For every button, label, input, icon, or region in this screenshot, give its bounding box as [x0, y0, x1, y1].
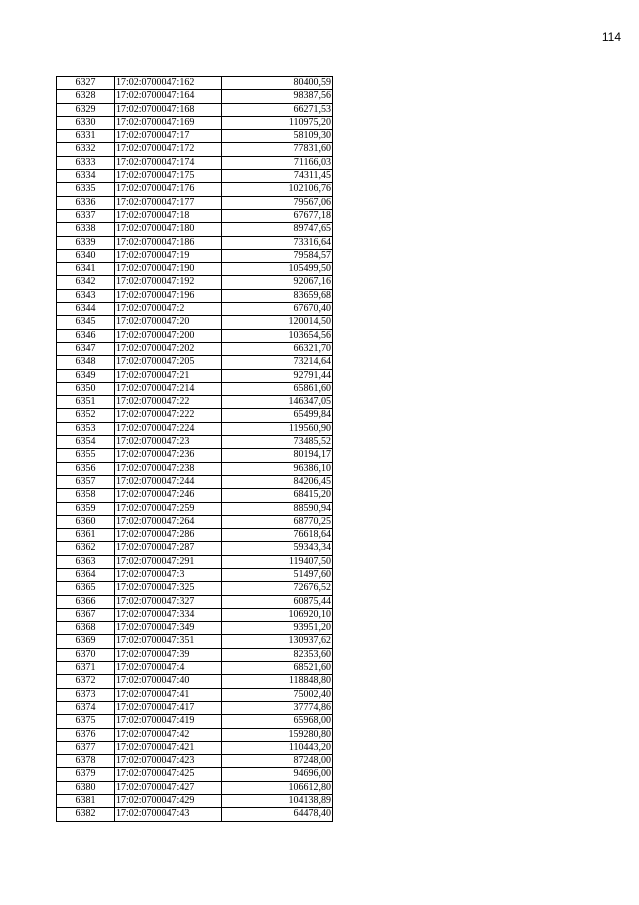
cadastral-value: 119560,90 [222, 422, 333, 435]
cadastral-value: 73214,64 [222, 356, 333, 369]
cadastral-value: 84206,45 [222, 475, 333, 488]
row-number: 6378 [57, 755, 115, 768]
cadastral-value: 159280,80 [222, 728, 333, 741]
table-row [57, 116, 333, 129]
row-number: 6363 [57, 555, 115, 568]
table-row [57, 263, 333, 276]
table-row [57, 741, 333, 754]
cadastral-value: 104138,89 [222, 795, 333, 808]
cadastral-number: 17:02:0700047:23 [115, 436, 222, 449]
cadastral-value: 92067,16 [222, 276, 333, 289]
cadastral-number: 17:02:0700047:168 [115, 103, 222, 116]
cadastral-number: 17:02:0700047:40 [115, 675, 222, 688]
cadastral-number: 17:02:0700047:291 [115, 555, 222, 568]
table-row [57, 196, 333, 209]
cadastral-value: 83659,68 [222, 289, 333, 302]
cadastral-value: 120014,50 [222, 316, 333, 329]
table-row [57, 249, 333, 262]
cadastral-number: 17:02:0700047:22 [115, 396, 222, 409]
row-number: 6354 [57, 436, 115, 449]
cadastral-number: 17:02:0700047:192 [115, 276, 222, 289]
cadastral-number: 17:02:0700047:177 [115, 196, 222, 209]
cadastral-number: 17:02:0700047:20 [115, 316, 222, 329]
table-row [57, 648, 333, 661]
row-number: 6377 [57, 741, 115, 754]
table-row [57, 688, 333, 701]
cadastral-value: 94696,00 [222, 768, 333, 781]
cadastral-value: 92791,44 [222, 369, 333, 382]
cadastral-value: 106612,80 [222, 781, 333, 794]
table-row [57, 103, 333, 116]
cadastral-number: 17:02:0700047:351 [115, 635, 222, 648]
cadastral-number: 17:02:0700047:42 [115, 728, 222, 741]
cadastral-number: 17:02:0700047:172 [115, 143, 222, 156]
row-number: 6369 [57, 635, 115, 648]
row-number: 6334 [57, 170, 115, 183]
cadastral-number: 17:02:0700047:39 [115, 648, 222, 661]
row-number: 6335 [57, 183, 115, 196]
cadastral-value: 77831,60 [222, 143, 333, 156]
row-number: 6337 [57, 209, 115, 222]
table-row [57, 489, 333, 502]
row-number: 6357 [57, 475, 115, 488]
row-number: 6367 [57, 608, 115, 621]
cadastral-number: 17:02:0700047:244 [115, 475, 222, 488]
cadastral-value: 119407,50 [222, 555, 333, 568]
table-row [57, 515, 333, 528]
cadastral-number: 17:02:0700047:169 [115, 116, 222, 129]
row-number: 6370 [57, 648, 115, 661]
cadastral-number: 17:02:0700047:43 [115, 808, 222, 821]
cadastral-number: 17:02:0700047:427 [115, 781, 222, 794]
cadastral-number: 17:02:0700047:41 [115, 688, 222, 701]
cadastral-number: 17:02:0700047:175 [115, 170, 222, 183]
row-number: 6346 [57, 329, 115, 342]
row-number: 6380 [57, 781, 115, 794]
cadastral-value: 72676,52 [222, 582, 333, 595]
cadastral-value: 68415,20 [222, 489, 333, 502]
cadastral-value: 51497,60 [222, 568, 333, 581]
cadastral-value: 68770,25 [222, 515, 333, 528]
table-row [57, 462, 333, 475]
cadastral-value: 79584,57 [222, 249, 333, 262]
cadastral-number: 17:02:0700047:327 [115, 595, 222, 608]
cadastral-number: 17:02:0700047:246 [115, 489, 222, 502]
cadastral-value: 73316,64 [222, 236, 333, 249]
cadastral-value-table [56, 76, 333, 822]
table-row [57, 436, 333, 449]
row-number: 6361 [57, 529, 115, 542]
cadastral-value: 118848,80 [222, 675, 333, 688]
cadastral-number: 17:02:0700047:417 [115, 701, 222, 714]
cadastral-number: 17:02:0700047:423 [115, 755, 222, 768]
row-number: 6381 [57, 795, 115, 808]
cadastral-value: 103654,56 [222, 329, 333, 342]
cadastral-value: 67670,40 [222, 303, 333, 316]
cadastral-number: 17:02:0700047:259 [115, 502, 222, 515]
table-row [57, 449, 333, 462]
cadastral-value: 130937,62 [222, 635, 333, 648]
row-number: 6348 [57, 356, 115, 369]
cadastral-number: 17:02:0700047:202 [115, 342, 222, 355]
table-row [57, 781, 333, 794]
row-number: 6343 [57, 289, 115, 302]
row-number: 6359 [57, 502, 115, 515]
table-row [57, 728, 333, 741]
cadastral-number: 17:02:0700047:164 [115, 90, 222, 103]
table-row [57, 662, 333, 675]
cadastral-value: 89747,65 [222, 223, 333, 236]
cadastral-value: 65968,00 [222, 715, 333, 728]
row-number: 6328 [57, 90, 115, 103]
cadastral-value: 66271,53 [222, 103, 333, 116]
cadastral-value: 58109,30 [222, 130, 333, 143]
table-row [57, 90, 333, 103]
table-row [57, 409, 333, 422]
row-number: 6373 [57, 688, 115, 701]
row-number: 6333 [57, 156, 115, 169]
cadastral-number: 17:02:0700047:18 [115, 209, 222, 222]
cadastral-value: 93951,20 [222, 622, 333, 635]
cadastral-value: 75002,40 [222, 688, 333, 701]
cadastral-number: 17:02:0700047:3 [115, 568, 222, 581]
row-number: 6355 [57, 449, 115, 462]
cadastral-value: 76618,64 [222, 529, 333, 542]
cadastral-value: 71166,03 [222, 156, 333, 169]
table-row [57, 130, 333, 143]
table-row [57, 755, 333, 768]
table-row [57, 396, 333, 409]
table-row [57, 329, 333, 342]
cadastral-number: 17:02:0700047:205 [115, 356, 222, 369]
table-row [57, 303, 333, 316]
row-number: 6350 [57, 382, 115, 395]
row-number: 6345 [57, 316, 115, 329]
table-row [57, 608, 333, 621]
cadastral-number: 17:02:0700047:238 [115, 462, 222, 475]
cadastral-number: 17:02:0700047:21 [115, 369, 222, 382]
table-row [57, 382, 333, 395]
row-number: 6351 [57, 396, 115, 409]
table-row [57, 808, 333, 821]
table-row [57, 356, 333, 369]
cadastral-number: 17:02:0700047:190 [115, 263, 222, 276]
cadastral-number: 17:02:0700047:429 [115, 795, 222, 808]
cadastral-value: 79567,06 [222, 196, 333, 209]
row-number: 6365 [57, 582, 115, 595]
table-row [57, 316, 333, 329]
cadastral-value: 67677,18 [222, 209, 333, 222]
cadastral-value: 106920,10 [222, 608, 333, 621]
table-row [57, 475, 333, 488]
cadastral-value: 80194,17 [222, 449, 333, 462]
cadastral-number: 17:02:0700047:174 [115, 156, 222, 169]
cadastral-number: 17:02:0700047:2 [115, 303, 222, 316]
table-row [57, 223, 333, 236]
cadastral-value: 65499,84 [222, 409, 333, 422]
table-row [57, 422, 333, 435]
table-row [57, 768, 333, 781]
row-number: 6344 [57, 303, 115, 316]
row-number: 6362 [57, 542, 115, 555]
table-row [57, 502, 333, 515]
cadastral-number: 17:02:0700047:162 [115, 77, 222, 90]
cadastral-value: 68521,60 [222, 662, 333, 675]
row-number: 6366 [57, 595, 115, 608]
table-row [57, 622, 333, 635]
table-row [57, 156, 333, 169]
table-row [57, 209, 333, 222]
table-row [57, 369, 333, 382]
row-number: 6356 [57, 462, 115, 475]
cadastral-number: 17:02:0700047:349 [115, 622, 222, 635]
cadastral-number: 17:02:0700047:419 [115, 715, 222, 728]
cadastral-number: 17:02:0700047:200 [115, 329, 222, 342]
table-body [57, 77, 333, 822]
cadastral-number: 17:02:0700047:17 [115, 130, 222, 143]
cadastral-value: 102106,76 [222, 183, 333, 196]
cadastral-number: 17:02:0700047:325 [115, 582, 222, 595]
cadastral-number: 17:02:0700047:421 [115, 741, 222, 754]
cadastral-number: 17:02:0700047:334 [115, 608, 222, 621]
table-row [57, 529, 333, 542]
cadastral-number: 17:02:0700047:425 [115, 768, 222, 781]
row-number: 6353 [57, 422, 115, 435]
cadastral-value: 59343,34 [222, 542, 333, 555]
row-number: 6374 [57, 701, 115, 714]
cadastral-value: 64478,40 [222, 808, 333, 821]
page-number: 114 [601, 30, 621, 44]
cadastral-value: 110443,20 [222, 741, 333, 754]
row-number: 6379 [57, 768, 115, 781]
row-number: 6341 [57, 263, 115, 276]
row-number: 6342 [57, 276, 115, 289]
table-row [57, 342, 333, 355]
row-number: 6340 [57, 249, 115, 262]
table-row [57, 289, 333, 302]
row-number: 6375 [57, 715, 115, 728]
cadastral-number: 17:02:0700047:180 [115, 223, 222, 236]
row-number: 6338 [57, 223, 115, 236]
cadastral-value: 66321,70 [222, 342, 333, 355]
cadastral-number: 17:02:0700047:196 [115, 289, 222, 302]
cadastral-value: 98387,56 [222, 90, 333, 103]
cadastral-number: 17:02:0700047:4 [115, 662, 222, 675]
cadastral-value: 74311,45 [222, 170, 333, 183]
table-row [57, 143, 333, 156]
cadastral-value: 110975,20 [222, 116, 333, 129]
cadastral-number: 17:02:0700047:264 [115, 515, 222, 528]
row-number: 6371 [57, 662, 115, 675]
row-number: 6329 [57, 103, 115, 116]
table-row [57, 555, 333, 568]
table-row [57, 675, 333, 688]
cadastral-number: 17:02:0700047:222 [115, 409, 222, 422]
cadastral-value: 96386,10 [222, 462, 333, 475]
row-number: 6364 [57, 568, 115, 581]
cadastral-value: 60875,44 [222, 595, 333, 608]
table-row [57, 701, 333, 714]
row-number: 6368 [57, 622, 115, 635]
table-row [57, 715, 333, 728]
cadastral-number: 17:02:0700047:286 [115, 529, 222, 542]
cadastral-value: 80400,59 [222, 77, 333, 90]
cadastral-value: 65861,60 [222, 382, 333, 395]
cadastral-value: 146347,05 [222, 396, 333, 409]
row-number: 6376 [57, 728, 115, 741]
table-row [57, 236, 333, 249]
table-row [57, 795, 333, 808]
table-row [57, 635, 333, 648]
cadastral-value: 37774,86 [222, 701, 333, 714]
row-number: 6327 [57, 77, 115, 90]
cadastral-value: 87248,00 [222, 755, 333, 768]
row-number: 6349 [57, 369, 115, 382]
cadastral-value: 82353,60 [222, 648, 333, 661]
table-row [57, 77, 333, 90]
cadastral-number: 17:02:0700047:236 [115, 449, 222, 462]
row-number: 6347 [57, 342, 115, 355]
row-number: 6352 [57, 409, 115, 422]
row-number: 6339 [57, 236, 115, 249]
cadastral-number: 17:02:0700047:224 [115, 422, 222, 435]
cadastral-number: 17:02:0700047:287 [115, 542, 222, 555]
row-number: 6332 [57, 143, 115, 156]
cadastral-value: 73485,52 [222, 436, 333, 449]
cadastral-value: 105499,50 [222, 263, 333, 276]
table-row [57, 568, 333, 581]
table-row [57, 582, 333, 595]
table-row [57, 595, 333, 608]
row-number: 6360 [57, 515, 115, 528]
row-number: 6372 [57, 675, 115, 688]
row-number: 6336 [57, 196, 115, 209]
row-number: 6358 [57, 489, 115, 502]
row-number: 6330 [57, 116, 115, 129]
cadastral-number: 17:02:0700047:186 [115, 236, 222, 249]
row-number: 6331 [57, 130, 115, 143]
table-row [57, 183, 333, 196]
table-row [57, 170, 333, 183]
cadastral-value: 88590,94 [222, 502, 333, 515]
table-row [57, 542, 333, 555]
cadastral-number: 17:02:0700047:176 [115, 183, 222, 196]
row-number: 6382 [57, 808, 115, 821]
cadastral-number: 17:02:0700047:19 [115, 249, 222, 262]
cadastral-number: 17:02:0700047:214 [115, 382, 222, 395]
table-row [57, 276, 333, 289]
